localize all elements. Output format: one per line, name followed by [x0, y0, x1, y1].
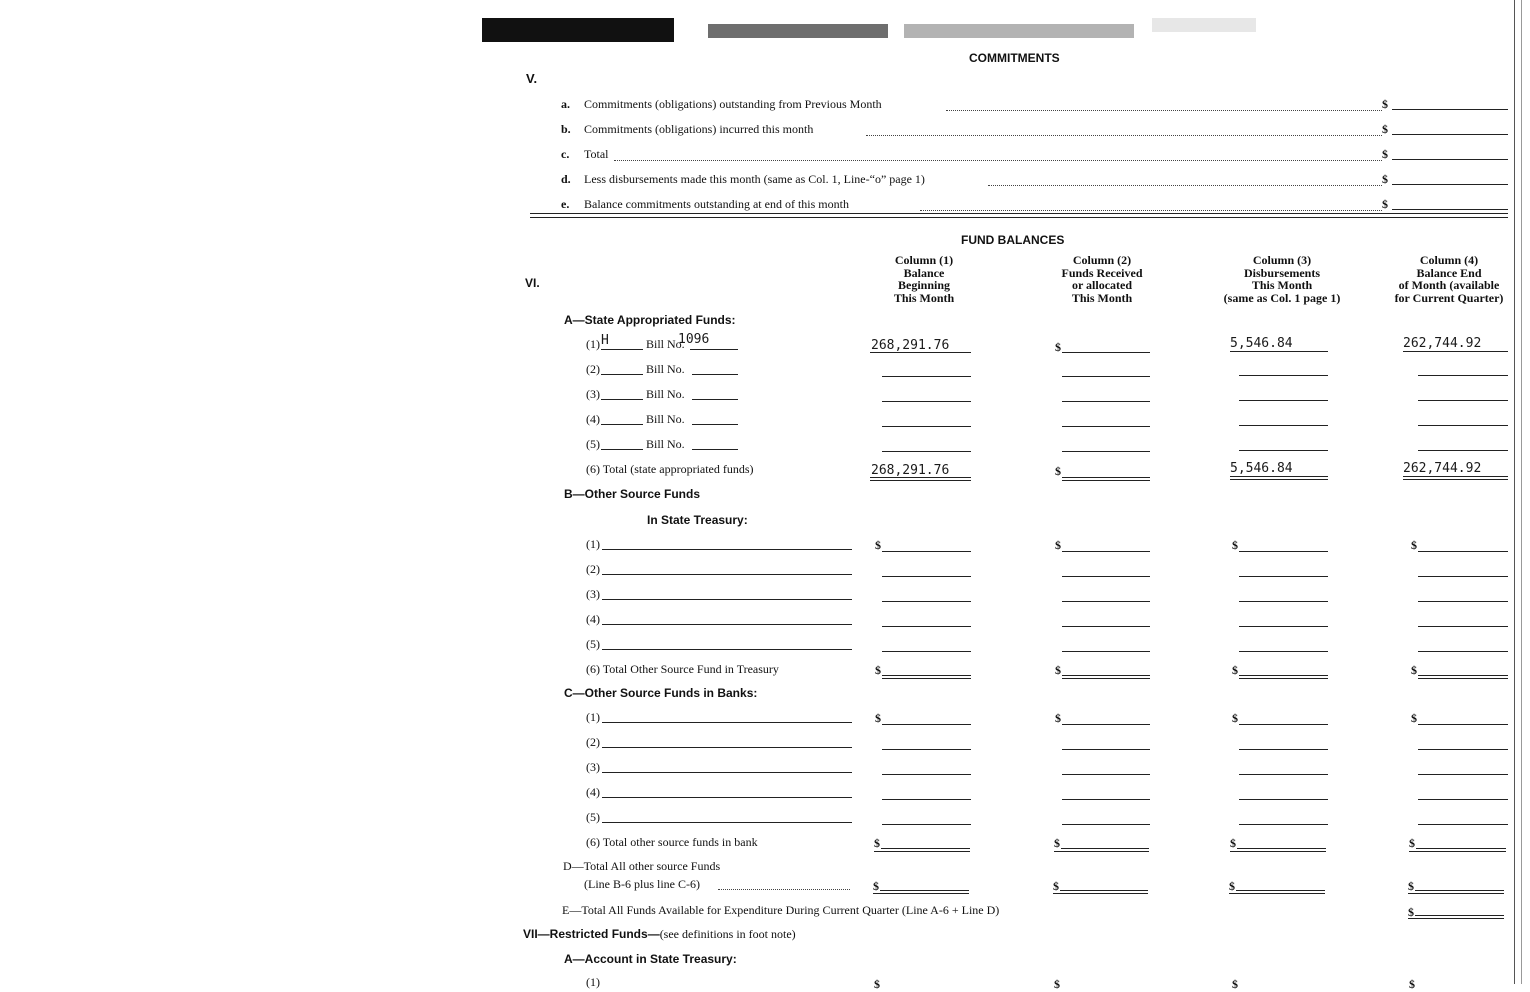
description-field[interactable]	[602, 797, 852, 798]
col3-field[interactable]	[1239, 724, 1328, 725]
col2-field[interactable]	[1062, 401, 1150, 402]
total-label: (6) Total (state appropriated funds)	[586, 462, 754, 476]
col1-field[interactable]	[882, 651, 971, 652]
dollar-sign: $	[1411, 538, 1417, 552]
col3-field[interactable]	[1239, 626, 1328, 627]
col1-field[interactable]	[882, 551, 971, 552]
commitment-letter: e.	[561, 197, 570, 211]
description-field[interactable]	[602, 624, 852, 625]
dollar-sign: $	[1409, 977, 1415, 991]
col1-value: 268,291.76	[871, 338, 950, 353]
page-edge-shadow	[1521, 0, 1522, 984]
dollar-sign: $	[1382, 197, 1388, 211]
row-number: (2)	[586, 735, 600, 749]
col3-field[interactable]	[1239, 749, 1328, 750]
col3-field[interactable]	[1239, 450, 1328, 451]
bill-number-handwritten: 1096	[678, 332, 710, 347]
col3-field[interactable]	[1239, 774, 1328, 775]
commitment-e-field[interactable]	[1392, 209, 1508, 210]
dollar-sign: $	[1055, 663, 1061, 677]
row-number: (4)	[586, 412, 600, 426]
page-edge	[1514, 0, 1515, 984]
col4-field[interactable]	[1418, 450, 1508, 451]
dollar-sign: $	[1229, 879, 1235, 893]
col2-field[interactable]	[1062, 601, 1150, 602]
col1-field[interactable]	[882, 601, 971, 602]
dollar-sign: $	[1054, 836, 1060, 850]
bill-label: Bill No.	[646, 412, 685, 426]
col4-field[interactable]	[1418, 576, 1508, 577]
row-number: (4)	[586, 785, 600, 799]
dollar-sign: $	[1232, 711, 1238, 725]
bill-prefix-handwritten: H	[601, 333, 609, 348]
col4-field[interactable]	[1418, 651, 1508, 652]
bill-label: Bill No.	[646, 337, 685, 351]
col3-total-value: 5,546.84	[1230, 461, 1293, 476]
description-field[interactable]	[602, 772, 852, 773]
commitments-title: COMMITMENTS	[969, 51, 1060, 65]
column-3-header: Column (3) Disbursements This Month (same as Col. 1 page 1)	[1223, 253, 1341, 305]
col4-field[interactable]	[1403, 351, 1508, 352]
col2-field[interactable]	[1062, 576, 1150, 577]
commitment-d-field[interactable]	[1392, 184, 1508, 185]
col2-field[interactable]	[1062, 651, 1150, 652]
commitment-a-field[interactable]	[1392, 109, 1508, 110]
col3-field[interactable]	[1239, 799, 1328, 800]
commitment-b-field[interactable]	[1392, 134, 1508, 135]
dollar-sign: $	[1409, 836, 1415, 850]
commitment-text: Commitments (obligations) incurred this month	[584, 122, 814, 136]
col3-field[interactable]	[1239, 601, 1328, 602]
col3-field[interactable]	[1239, 400, 1328, 401]
col1-field[interactable]	[870, 352, 971, 353]
dollar-sign: $	[1408, 879, 1414, 893]
dollar-sign: $	[1232, 977, 1238, 991]
col2-field[interactable]	[1062, 352, 1150, 353]
column-4-header: Column (4) Balance End of Month (available for Current Quarter)	[1394, 253, 1504, 305]
section-d-line2: (Line B-6 plus line C-6)	[584, 877, 700, 891]
col4-value: 262,744.92	[1403, 336, 1482, 351]
col4-field[interactable]	[1418, 601, 1508, 602]
col2-field[interactable]	[1062, 724, 1150, 725]
section-b-subheading: In State Treasury:	[647, 513, 748, 527]
dollar-sign: $	[1053, 879, 1059, 893]
commitment-letter: a.	[561, 97, 570, 111]
dollar-sign: $	[1054, 977, 1060, 991]
col1-field[interactable]	[882, 576, 971, 577]
commitment-letter: b.	[561, 122, 571, 136]
col2-field[interactable]	[1062, 551, 1150, 552]
section-c-heading: C—Other Source Funds in Banks:	[564, 686, 758, 700]
col1-field[interactable]	[882, 749, 971, 750]
fund-balances-title: FUND BALANCES	[961, 233, 1065, 247]
dollar-sign: $	[874, 836, 880, 850]
dollar-sign: $	[1055, 340, 1061, 354]
col4-field[interactable]	[1418, 724, 1508, 725]
faint-redaction	[1152, 14, 1262, 38]
dollar-sign: $	[1232, 538, 1238, 552]
description-field[interactable]	[602, 649, 852, 650]
dollar-sign: $	[875, 711, 881, 725]
description-field[interactable]	[602, 574, 852, 575]
section-divider	[530, 213, 1508, 218]
col4-field[interactable]	[1418, 749, 1508, 750]
col3-field[interactable]	[1239, 576, 1328, 577]
row-number: (2)	[586, 362, 600, 376]
dollar-sign: $	[1411, 663, 1417, 677]
row-number: (5)	[586, 810, 600, 824]
col3-field[interactable]	[1239, 551, 1328, 552]
row-number: (3)	[586, 387, 600, 401]
dollar-sign: $	[1382, 122, 1388, 136]
dollar-sign: $	[1232, 663, 1238, 677]
col3-field[interactable]	[1230, 351, 1328, 352]
dollar-sign: $	[1055, 711, 1061, 725]
section-vii-heading: VII—Restricted Funds—(see definitions in foot note)	[523, 927, 796, 941]
description-field[interactable]	[602, 599, 852, 600]
dollar-sign: $	[1055, 538, 1061, 552]
total-label: (6) Total other source funds in bank	[586, 835, 758, 849]
dollar-sign: $	[875, 538, 881, 552]
col2-field[interactable]	[1062, 451, 1150, 452]
row-number: (2)	[586, 562, 600, 576]
col3-value: 5,546.84	[1230, 336, 1293, 351]
row-number: (1)	[586, 337, 600, 351]
commitment-letter: c.	[561, 147, 570, 161]
col1-total-value: 268,291.76	[871, 463, 950, 478]
dollar-sign: $	[1408, 905, 1414, 919]
col2-field[interactable]	[1062, 376, 1150, 377]
section-vi-label: VI.	[525, 276, 540, 290]
description-field[interactable]	[602, 549, 852, 550]
col2-field[interactable]	[1062, 799, 1150, 800]
col1-field[interactable]	[882, 824, 971, 825]
dollar-sign: $	[875, 663, 881, 677]
row-number: (5)	[586, 437, 600, 451]
col2-field[interactable]	[1062, 626, 1150, 627]
col4-field[interactable]	[1418, 551, 1508, 552]
col4-field[interactable]	[1418, 824, 1508, 825]
col1-field[interactable]	[882, 401, 971, 402]
col4-field[interactable]	[1418, 375, 1508, 376]
row-number: (5)	[586, 637, 600, 651]
col4-field[interactable]	[1418, 799, 1508, 800]
col1-field[interactable]	[882, 376, 971, 377]
col2-field[interactable]	[1062, 774, 1150, 775]
dollar-sign: $	[1055, 464, 1061, 478]
col3-field[interactable]	[1239, 375, 1328, 376]
bill-label: Bill No.	[646, 362, 685, 376]
col4-field[interactable]	[1418, 626, 1508, 627]
dollar-sign: $	[874, 977, 880, 991]
col1-field[interactable]	[882, 626, 971, 627]
commitment-text: Total	[584, 147, 609, 161]
description-field[interactable]	[602, 722, 852, 723]
dollar-sign: $	[1411, 711, 1417, 725]
commitment-text: Balance commitments outstanding at end of this month	[584, 197, 849, 211]
col1-field[interactable]	[882, 426, 971, 427]
col2-field[interactable]	[1062, 749, 1150, 750]
dollar-sign: $	[1382, 147, 1388, 161]
section-vii-a-heading: A—Account in State Treasury:	[564, 952, 737, 966]
col2-field[interactable]	[1062, 824, 1150, 825]
row-number: (3)	[586, 587, 600, 601]
col1-field[interactable]	[882, 774, 971, 775]
col1-field[interactable]	[882, 451, 971, 452]
section-v-label: V.	[526, 71, 538, 86]
row-number: (1)	[586, 710, 600, 724]
commitment-text: Commitments (obligations) outstanding from Previous Month	[584, 97, 882, 111]
col3-field[interactable]	[1239, 824, 1328, 825]
section-a-heading: A—State Appropriated Funds:	[564, 313, 736, 327]
col3-field[interactable]	[1239, 651, 1328, 652]
redacted-header	[482, 14, 1142, 46]
section-e-line: E—Total All Funds Available for Expenditure During Current Quarter (Line A-6 + Line D)	[562, 903, 1000, 917]
row-number: (4)	[586, 612, 600, 626]
col3-field[interactable]	[1239, 425, 1328, 426]
col1-field[interactable]	[882, 799, 971, 800]
section-b-heading: B—Other Source Funds	[564, 487, 701, 501]
row-number: (1)	[586, 975, 600, 989]
col4-field[interactable]	[1418, 400, 1508, 401]
dollar-sign: $	[873, 879, 879, 893]
dollar-sign: $	[1230, 836, 1236, 850]
col1-field[interactable]	[882, 724, 971, 725]
commitment-c-field[interactable]	[1392, 159, 1508, 160]
column-1-header: Column (1) Balance Beginning This Month	[893, 253, 955, 305]
col4-field[interactable]	[1418, 774, 1508, 775]
total-label: (6) Total Other Source Fund in Treasury	[586, 662, 779, 676]
commitment-letter: d.	[561, 172, 571, 186]
description-field[interactable]	[602, 822, 852, 823]
dollar-sign: $	[1382, 172, 1388, 186]
bill-label: Bill No.	[646, 437, 685, 451]
description-field[interactable]	[602, 747, 852, 748]
col4-field[interactable]	[1418, 425, 1508, 426]
bill-label: Bill No.	[646, 387, 685, 401]
column-2-header: Column (2) Funds Received or allocated This Month	[1061, 253, 1143, 305]
col4-total-value: 262,744.92	[1403, 461, 1482, 476]
col2-field[interactable]	[1062, 426, 1150, 427]
row-number: (1)	[586, 537, 600, 551]
commitment-text: Less disbursements made this month (same as Col. 1, Line-“o” page 1)	[584, 172, 925, 186]
dollar-sign: $	[1382, 97, 1388, 111]
row-number: (3)	[586, 760, 600, 774]
section-d-line1: D—Total All other source Funds	[563, 859, 721, 873]
